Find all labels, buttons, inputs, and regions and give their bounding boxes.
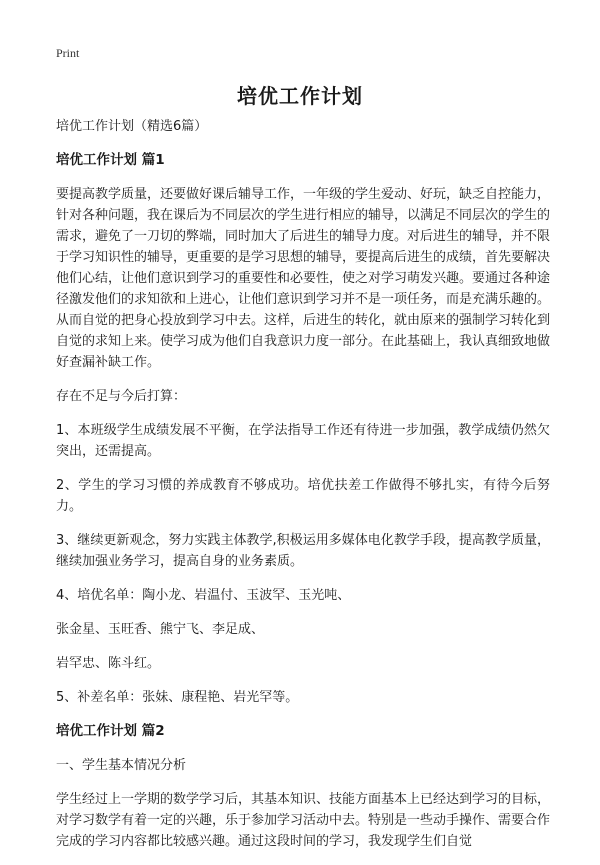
paragraph: 培优工作计划（精选6篇） [56,119,208,134]
paragraph: 岩罕忠、陈斗红。 [56,656,161,671]
paragraph: 存在不足与今后打算： [56,389,187,404]
paragraph: 学生经过上一学期的数学学习后，其基本知识、技能方面基本上已经达到学习的目标，对学习数学有着一定的兴趣，乐于参加学习活动中去。特别是一些动手操作、需要合作完成的学习内容都比较感兴趣。通过这段时间的学习，我发现学生们自觉 [56,792,551,849]
paragraph: 一、学生基本情况分析 [56,758,187,773]
page-title: 培优工作计划 [237,84,363,108]
paragraph: 3、继续更新观念，努力实践主体教学,积极运用多媒体电化教学手段，提高教学质量，继续加强业务学习，提高自身的业务素质。 [56,533,550,569]
paragraph: 要提高教学质量，还要做好课后辅导工作，一年级的学生爱动、好玩，缺乏自控能力，针对各种问题，我在课后为不同层次的学生进行相应的辅导，以满足不同层次的学生的需求，避免了一刀切的弊端，同时加大了后进生的辅导力度。对后进生的辅导，并不限于学习知识性的辅导，更重要的是学习思想的辅导，要提高后进生的成绩，首先要解决他们心结，让他们意识到学习的重要性和必要性，使之对学习萌发兴趣。要通过各种途径激发他们的求知欲和上进心，让他们意识到学习并不是一项任务，而是充满乐趣的。从而自觉的把身心投放到学习中去。这样，后进生的转化，就由原来的强制学习转化到自觉的求知上来。使学习成为他们自我意识力度一部分。在此基础上，我认真细致地做好查漏补缺工作。 [56,187,551,370]
print-link[interactable]: Print [56,46,80,60]
paragraph: 1、本班级学生成绩发展不平衡，在学法指导工作还有待进一步加强，教学成绩仍然欠突出，还需提高。 [56,423,550,459]
section-heading: 培优工作计划 篇1 [56,152,165,168]
paragraph: 5、补差名单：张妹、康程艳、岩光罕等。 [56,690,299,705]
paragraph: 2、学生的学习习惯的养成教育不够成功。培优扶差工作做得不够扎实，有待今后努力。 [56,478,550,514]
paragraph: 4、培优名单：陶小龙、岩温付、玉波罕、玉光吨、 [56,588,351,603]
paragraph: 张金星、玉旺香、熊宁飞、李足成、 [56,622,265,637]
section-heading: 培优工作计划 篇2 [56,723,165,739]
document-body [56,116,550,865]
